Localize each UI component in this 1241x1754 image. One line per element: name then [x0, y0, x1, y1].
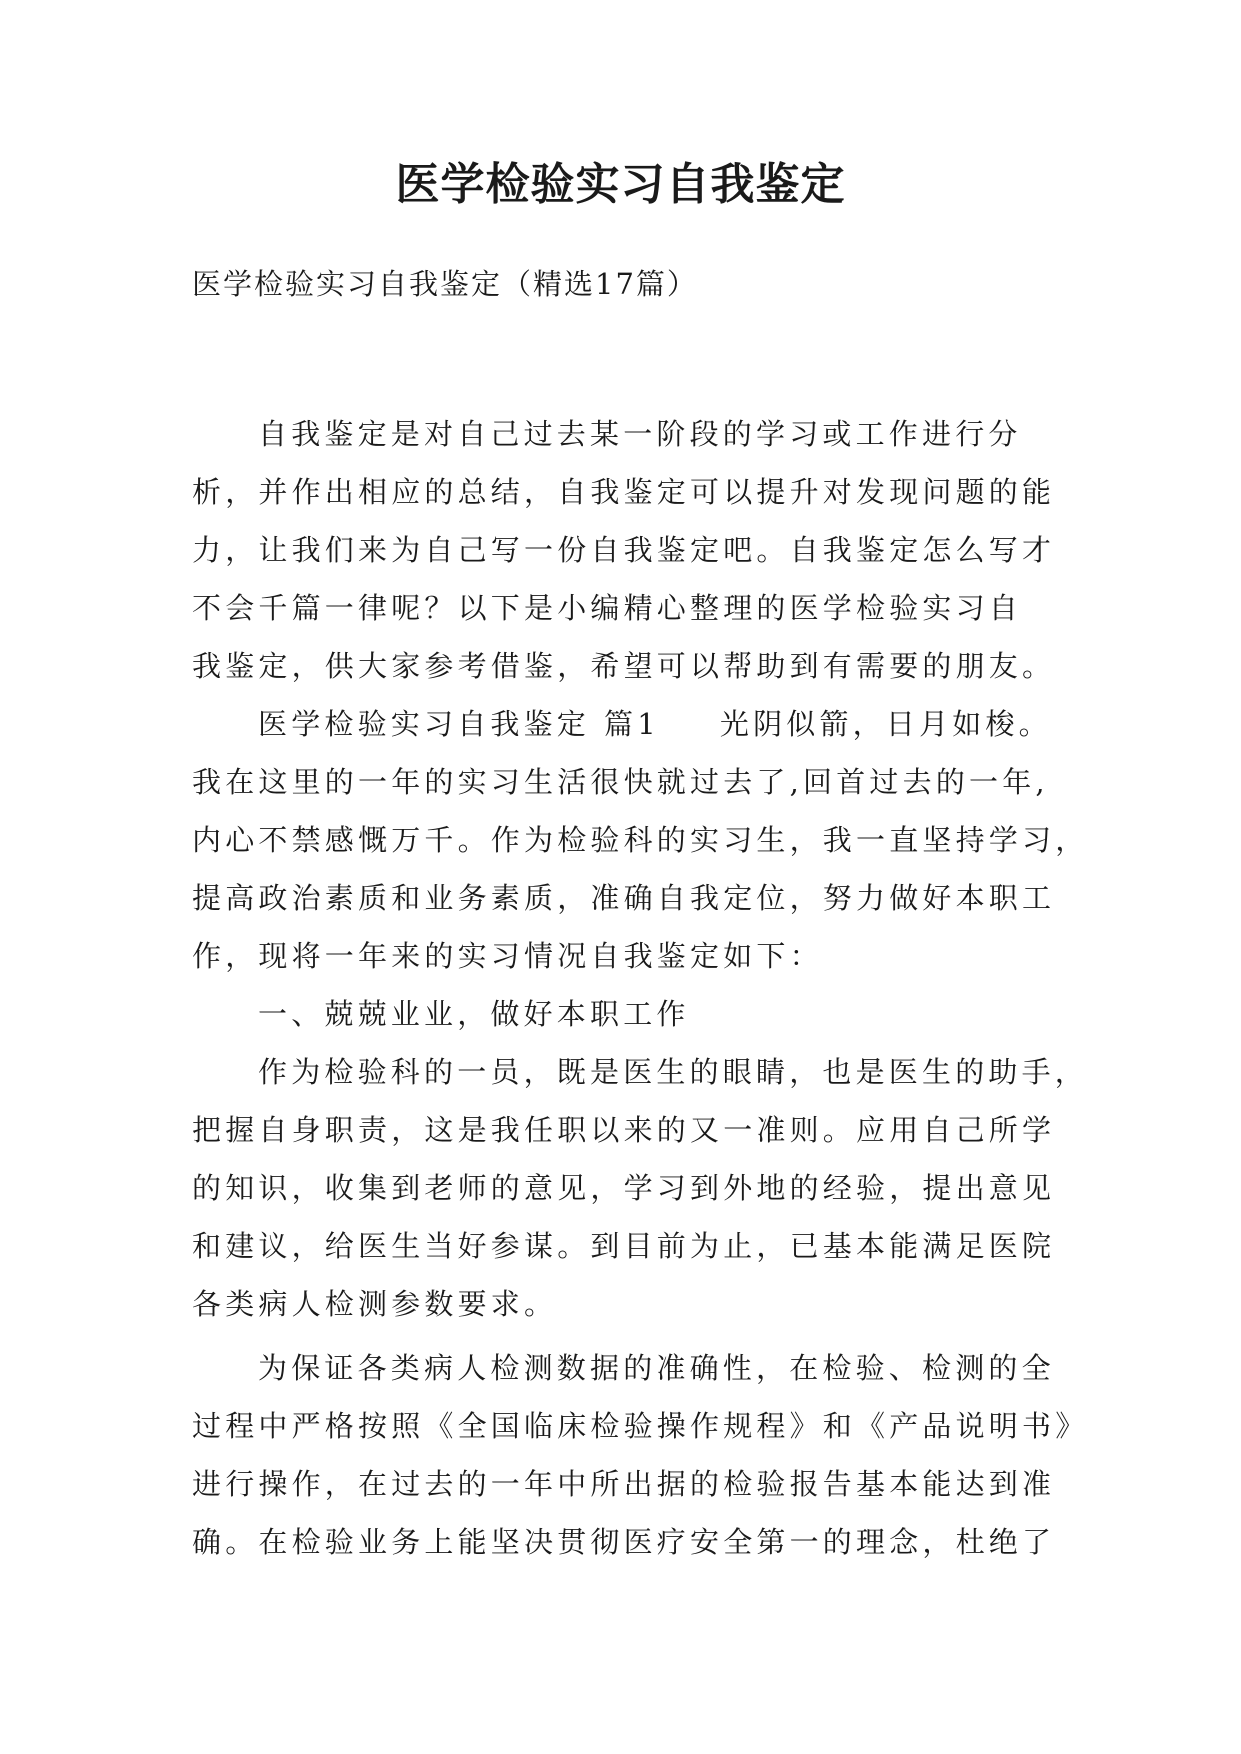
paragraph-line: 作为检验科的一员，既是医生的眼睛，也是医生的助手，: [258, 1055, 1089, 1089]
document-subtitle: 医学检验实习自我鉴定（精选17篇）: [192, 267, 698, 301]
section-heading: 一、兢兢业业，做好本职工作: [258, 997, 690, 1031]
article-line: 提高政治素质和业务素质，准确自我定位，努力做好本职工: [192, 881, 1056, 915]
intro-line: 力，让我们来为自己写一份自我鉴定吧。自我鉴定怎么写才: [192, 533, 1056, 567]
paragraph-line: 过程中严格按照《全国临床检验操作规程》和《产品说明书》: [192, 1409, 1089, 1443]
document-title: 医学检验实习自我鉴定: [395, 159, 846, 210]
paragraph-line: 确。在检验业务上能坚决贯彻医疗安全第一的理念，杜绝了: [192, 1525, 1056, 1559]
paragraph-line: 把握自身职责，这是我任职以来的又一准则。应用自己所学: [192, 1113, 1056, 1147]
intro-line: 我鉴定，供大家参考借鉴，希望可以帮助到有需要的朋友。: [192, 649, 1056, 683]
intro-line: 不会千篇一律呢？以下是小编精心整理的医学检验实习自: [192, 591, 1023, 625]
article-line: 作，现将一年来的实习情况自我鉴定如下：: [192, 939, 823, 973]
document-body: [192, 405, 1089, 1571]
paragraph-line: 和建议，给医生当好参谋。到目前为止，已基本能满足医院: [192, 1229, 1056, 1263]
article-number: 篇1: [604, 707, 660, 741]
paragraph-line: 为保证各类病人检测数据的准确性，在检验、检测的全: [258, 1351, 1055, 1385]
article-first-sentence: 光阴似箭，日月如梭。: [719, 707, 1052, 741]
article-line: 我在这里的一年的实习生活很快就过去了,回首过去的一年,: [192, 765, 1049, 799]
paragraph-line: 各类病人检测参数要求。: [192, 1287, 558, 1321]
article-heading: 医学检验实习自我鉴定: [258, 707, 591, 741]
paragraph-line: 进行操作，在过去的一年中所出据的检验报告基本能达到准: [192, 1467, 1056, 1501]
paragraph-line: 的知识，收集到老师的意见，学习到外地的经验，提出意见: [192, 1171, 1056, 1205]
intro-line: 自我鉴定是对自己过去某一阶段的学习或工作进行分: [258, 417, 1022, 451]
intro-line: 析，并作出相应的总结，自我鉴定可以提升对发现问题的能: [192, 475, 1056, 509]
article-line: 内心不禁感慨万千。作为检验科的实习生，我一直坚持学习，: [192, 823, 1089, 857]
article-heading-line: [192, 695, 1062, 753]
